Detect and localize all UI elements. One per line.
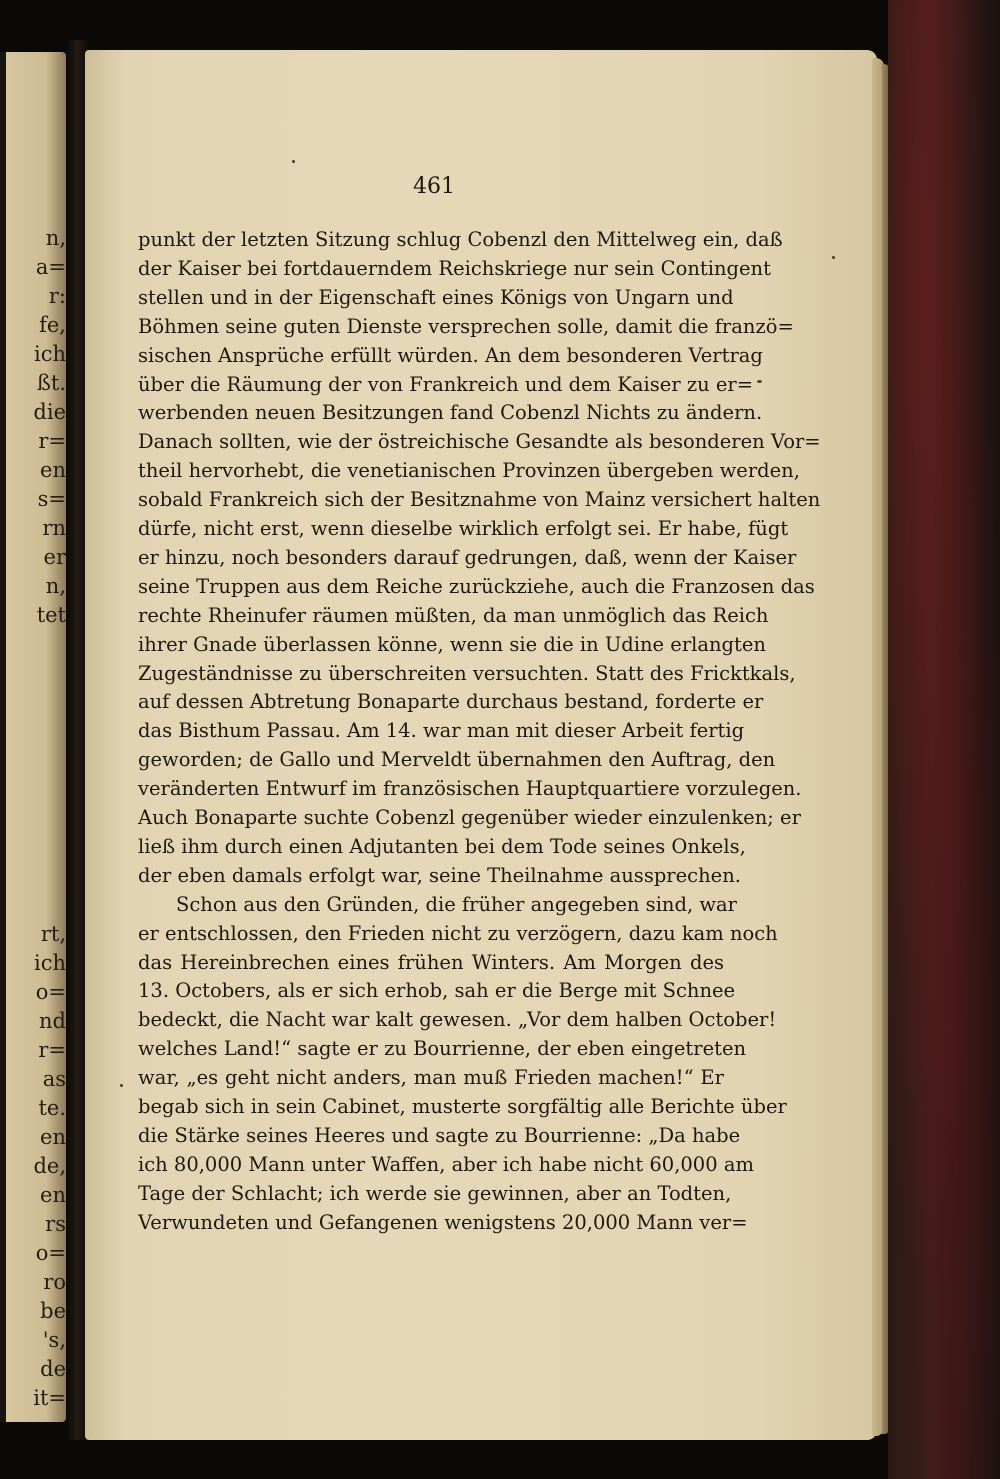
text-line: ich 80,000 Mann unter Waffen, aber ich habe nicht 60,000 am (138, 1152, 754, 1176)
paper-speck (120, 1084, 123, 1087)
left-page-fragment: rt, (40, 922, 66, 946)
page-number: 461 (413, 174, 455, 199)
left-page-fragment: o= (35, 1241, 66, 1265)
left-page-fragment: r= (38, 429, 66, 453)
left-page-fragment: de, (33, 1154, 66, 1178)
text-line: er hinzu, noch besonders darauf gedrungen, daß, wenn der Kaiser (138, 545, 797, 569)
left-page-fragment: be (40, 1299, 66, 1323)
text-line: Verwundeten und Gefangenen wenigstens 20,000 Mann ver= (138, 1210, 748, 1234)
text-line: bedeckt, die Nacht war kalt gewesen. „Vor dem halben October! (138, 1008, 777, 1032)
text-line: Auch Bonaparte suchte Cobenzl gegenüber wieder einzulenken; er (138, 806, 801, 829)
left-page-fragment: er (43, 545, 66, 569)
text-line: theil hervorhebt, die venetianischen Provinzen übergeben werden, (138, 459, 800, 483)
left-page-fragment: rn (42, 516, 66, 540)
left-page-fragment: n, (45, 574, 66, 598)
paper-speck (757, 380, 762, 383)
left-page-fragment: ßt. (36, 371, 66, 395)
text-line: der Kaiser bei fortdauerndem Reichskriege nur sein Contingent (138, 256, 771, 280)
left-page-fragment: as (42, 1067, 66, 1091)
text-line: sischen Ansprüche erfüllt würden. An dem besonderen Vertrag (138, 343, 763, 367)
text-line: seine Truppen aus dem Reiche zurückziehe, auch die Franzosen das (138, 574, 815, 598)
text-line: das Bisthum Passau. Am 14. war man mit dieser Arbeit fertig (138, 719, 745, 743)
text-line: er entschlossen, den Frieden nicht zu verzögern, dazu kam noch (138, 921, 778, 945)
text-line: Danach sollten, wie der östreichische Gesandte als besonderen Vor= (138, 430, 821, 454)
paper-speck (832, 256, 835, 259)
left-page-fragment: o= (35, 980, 66, 1004)
text-line: die Stärke seines Heeres und sagte zu Bourrienne: „Da habe (138, 1123, 741, 1147)
paper-speck (292, 160, 295, 163)
text-line: über die Räumung der von Frankreich und dem Kaiser zu er= (138, 372, 754, 396)
left-page-fragment: en (40, 1125, 66, 1149)
left-facing-page (0, 52, 66, 1422)
left-page-fragment: tet (36, 603, 66, 627)
text-line: war, „es geht nicht anders, man muß Frieden machen!“ Er (138, 1066, 724, 1090)
text-line: rechte Rheinufer räumen müßten, da man unmöglich das Reich (138, 603, 769, 627)
text-line: ihrer Gnade überlassen könne, wenn sie die in Udine erlangten (138, 632, 766, 656)
left-page-fragment: ich (33, 951, 66, 975)
text-line: punkt der letzten Sitzung schlug Cobenzl den Mittelweg ein, daß (138, 228, 783, 251)
text-line: der eben damals erfolgt war, seine Theilnahme aussprechen. (138, 863, 741, 887)
left-page-fragment: die (33, 400, 66, 424)
left-page-fragment: rs (45, 1212, 66, 1236)
text-line: stellen und in der Eigenschaft eines Königs von Ungarn und (138, 285, 734, 309)
left-page-fragment: fe, (39, 313, 66, 337)
text-line: veränderten Entwurf im französischen Hauptquartiere vorzulegen. (138, 777, 802, 801)
text-line: Schon aus den Gründen, die früher angegeben sind, war (176, 892, 738, 916)
left-page-fragment: nd (39, 1009, 66, 1033)
left-page-fragment: a= (35, 255, 66, 279)
left-page-fragment: de (40, 1357, 66, 1381)
text-line: 13. Octobers, als er sich erhob, sah er die Berge mit Schnee (138, 979, 736, 1003)
text-line: welches Land!“ sagte er zu Bourrienne, der eben eingetreten (138, 1037, 747, 1061)
text-line: Böhmen seine guten Dienste versprechen solle, damit die franzö= (138, 314, 794, 338)
text-line: das Hereinbrechen eines frühen Winters. Am Morgen des (138, 950, 724, 974)
left-page-fragment: ro (43, 1270, 66, 1294)
text-line: auf dessen Abtretung Bonaparte durchaus bestand, forderte er (138, 690, 764, 714)
left-page-fragment: r= (38, 1038, 66, 1062)
text-line: ließ ihm durch einen Adjutanten bei dem Tode seines Onkels, (138, 834, 746, 858)
left-page-fragment: it= (33, 1386, 66, 1410)
left-page-fragment: ich (33, 342, 66, 366)
left-page-fragment: n, (45, 226, 66, 250)
text-line: werbenden neuen Besitzungen fand Cobenzl Nichts zu ändern. (138, 401, 763, 425)
left-page-fragment: 's, (42, 1328, 66, 1352)
left-page-fragment: r: (48, 284, 66, 308)
text-line: sobald Frankreich sich der Besitznahme von Mainz versichert halten (138, 488, 821, 512)
book-cover-binding (888, 0, 1000, 1479)
text-line: dürfe, nicht erst, wenn dieselbe wirklich erfolgt sei. Er habe, fügt (138, 517, 789, 540)
left-page-fragment: te. (38, 1096, 66, 1120)
text-line: Zugeständnisse zu überschreiten versuchten. Statt des Fricktkals, (138, 661, 796, 685)
text-line: geworden; de Gallo und Merveldt übernahmen den Auftrag, den (138, 748, 776, 772)
left-page-fragment: en (40, 458, 66, 482)
left-page-fragment: en (40, 1183, 66, 1207)
text-line: begab sich in sein Cabinet, musterte sorgfältig alle Berichte über (138, 1095, 787, 1118)
text-line: Tage der Schlacht; ich werde sie gewinnen, aber an Todten, (138, 1181, 732, 1205)
left-page-fragment: s= (37, 487, 66, 511)
